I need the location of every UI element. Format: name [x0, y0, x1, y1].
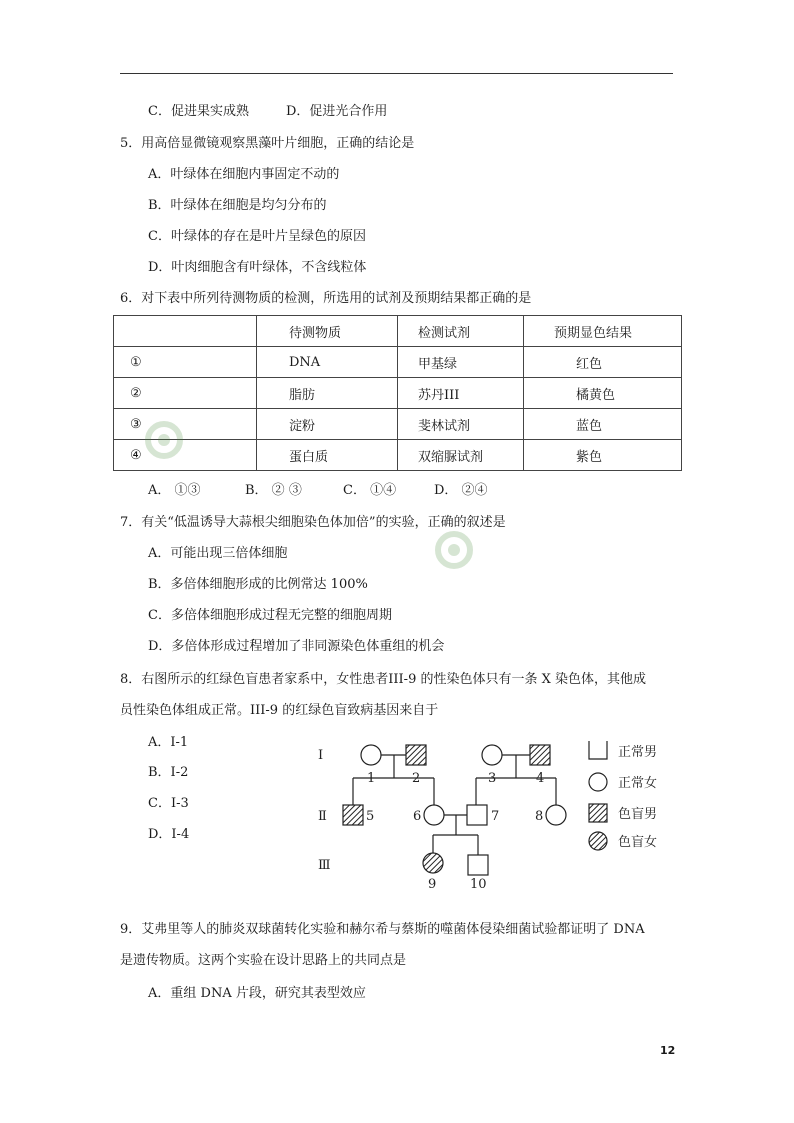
q7-option-b: B．多倍体细胞形成的比例常达 100%	[148, 577, 368, 592]
table-header-cell	[114, 316, 257, 347]
legend-normal-female-symbol	[589, 773, 607, 791]
table-cell: 双缩脲试剂	[398, 440, 524, 471]
q8-stem-line2: 员性染色体组成正常。III-9 的红绿色盲致病基因来自于	[120, 703, 439, 718]
table-cell: 脂肪	[257, 378, 398, 409]
table-header-row	[114, 316, 682, 347]
table-row	[114, 409, 682, 440]
generation-label-2: Ⅱ	[318, 809, 327, 824]
q7-option-d: D．多倍体形成过程增加了非同源染色体重组的机会	[148, 639, 445, 654]
table-cell: 蛋白质	[257, 440, 398, 471]
table-row	[114, 440, 682, 471]
table-cell: ③	[114, 409, 257, 440]
individual-number: 3	[488, 771, 497, 786]
q8-option-d: D．Ⅰ-4	[148, 827, 190, 842]
individual-1	[361, 745, 381, 765]
q6-option-c: C． ①④	[343, 483, 397, 498]
q4-option-c: C．促进果实成熟	[148, 104, 249, 119]
individual-number: 1	[367, 771, 376, 786]
table-cell: 甲基绿	[398, 347, 524, 378]
q6-table	[113, 315, 682, 471]
table-row	[114, 347, 682, 378]
table-row	[114, 378, 682, 409]
q6-option-d: D． ②④	[434, 483, 488, 498]
q7-option-a: A．可能出现三倍体细胞	[148, 546, 288, 561]
table-cell: DNA	[257, 347, 398, 378]
table-cell: ④	[114, 440, 257, 471]
legend-label: 正常男	[618, 745, 658, 760]
individual-number: 8	[535, 809, 544, 824]
q6-stem: 6．对下表中所列待测物质的检测，所选用的试剂及预期结果都正确的是	[120, 291, 532, 306]
pedigree-diagram	[300, 735, 680, 895]
q6-option-a: A． ①③	[148, 483, 201, 498]
generation-label-3: Ⅲ	[318, 858, 331, 873]
individual-8	[546, 805, 566, 825]
legend-normal-male-symbol	[589, 741, 607, 759]
individual-7	[467, 805, 487, 825]
table-cell: 苏丹III	[398, 378, 524, 409]
q7-stem: 7．有关“低温诱导大蒜根尖细胞染色体加倍”的实验，正确的叙述是	[120, 515, 506, 530]
individual-6	[424, 805, 444, 825]
individual-number: 2	[412, 771, 421, 786]
table-cell: ①	[114, 347, 257, 378]
individual-number: 5	[366, 809, 375, 824]
q6-option-b: B． ② ③	[245, 483, 302, 498]
q8-option-c: C．Ⅰ-3	[148, 796, 189, 811]
table-header-cell: 预期显色结果	[524, 316, 682, 347]
table-cell: 蓝色	[524, 409, 682, 440]
q4-option-d: D．促进光合作用	[286, 104, 388, 119]
table-cell: 红色	[524, 347, 682, 378]
table-header-cell: 待测物质	[257, 316, 398, 347]
q9-stem-line2: 是遗传物质。这两个实验在设计思路上的共同点是	[120, 953, 407, 968]
individual-3	[482, 745, 502, 765]
q9-option-a: A．重组 DNA 片段，研究其表型效应	[148, 986, 366, 1001]
q7-option-c: C．多倍体细胞形成过程无完整的细胞周期	[148, 608, 392, 623]
table-cell: 斐林试剂	[398, 409, 524, 440]
individual-number: 10	[470, 877, 487, 892]
individual-2	[406, 745, 426, 765]
q8-option-a: A．Ⅰ-1	[148, 735, 189, 750]
header-rule	[120, 73, 673, 74]
q5-option-c: C．叶绿体的存在是叶片呈绿色的原因	[148, 229, 366, 244]
q8-stem-line1: 8．右图所示的红绿色盲患者家系中，女性患者III-9 的性染色体只有一条 X 染色体，其他成	[120, 672, 646, 687]
table-cell: ②	[114, 378, 257, 409]
legend-label: 色盲女	[618, 835, 658, 850]
q5-option-d: D．叶肉细胞含有叶绿体，不含线粒体	[148, 260, 367, 275]
table-cell: 紫色	[524, 440, 682, 471]
individual-4	[530, 745, 550, 765]
individual-10	[468, 855, 488, 875]
individual-number: 7	[491, 809, 500, 824]
table-cell: 淀粉	[257, 409, 398, 440]
generation-label-1: Ⅰ	[318, 748, 324, 763]
q9-stem-line1: 9．艾弗里等人的肺炎双球菌转化实验和赫尔希与蔡斯的噬菌体侵染细菌试验都证明了 DNA	[120, 922, 645, 937]
individual-number: 9	[428, 877, 437, 892]
table-header-cell: 检测试剂	[398, 316, 524, 347]
individual-9	[423, 853, 443, 873]
table-cell: 橘黄色	[524, 378, 682, 409]
individual-5	[343, 805, 363, 825]
legend-colorblind-female-symbol	[589, 832, 607, 850]
legend-label: 色盲男	[618, 807, 658, 822]
q8-option-b: B．Ⅰ-2	[148, 765, 189, 780]
legend-colorblind-male-symbol	[589, 804, 607, 822]
q5-option-a: A．叶绿体在细胞内事固定不动的	[148, 167, 340, 182]
individual-number: 6	[413, 809, 422, 824]
individual-number: 4	[536, 771, 545, 786]
page-number: 12	[660, 1044, 676, 1057]
legend-label: 正常女	[618, 776, 658, 791]
q5-stem: 5．用高倍显微镜观察黑藻叶片细胞，正确的结论是	[120, 136, 415, 151]
q5-option-b: B．叶绿体在细胞是均匀分布的	[148, 198, 327, 213]
